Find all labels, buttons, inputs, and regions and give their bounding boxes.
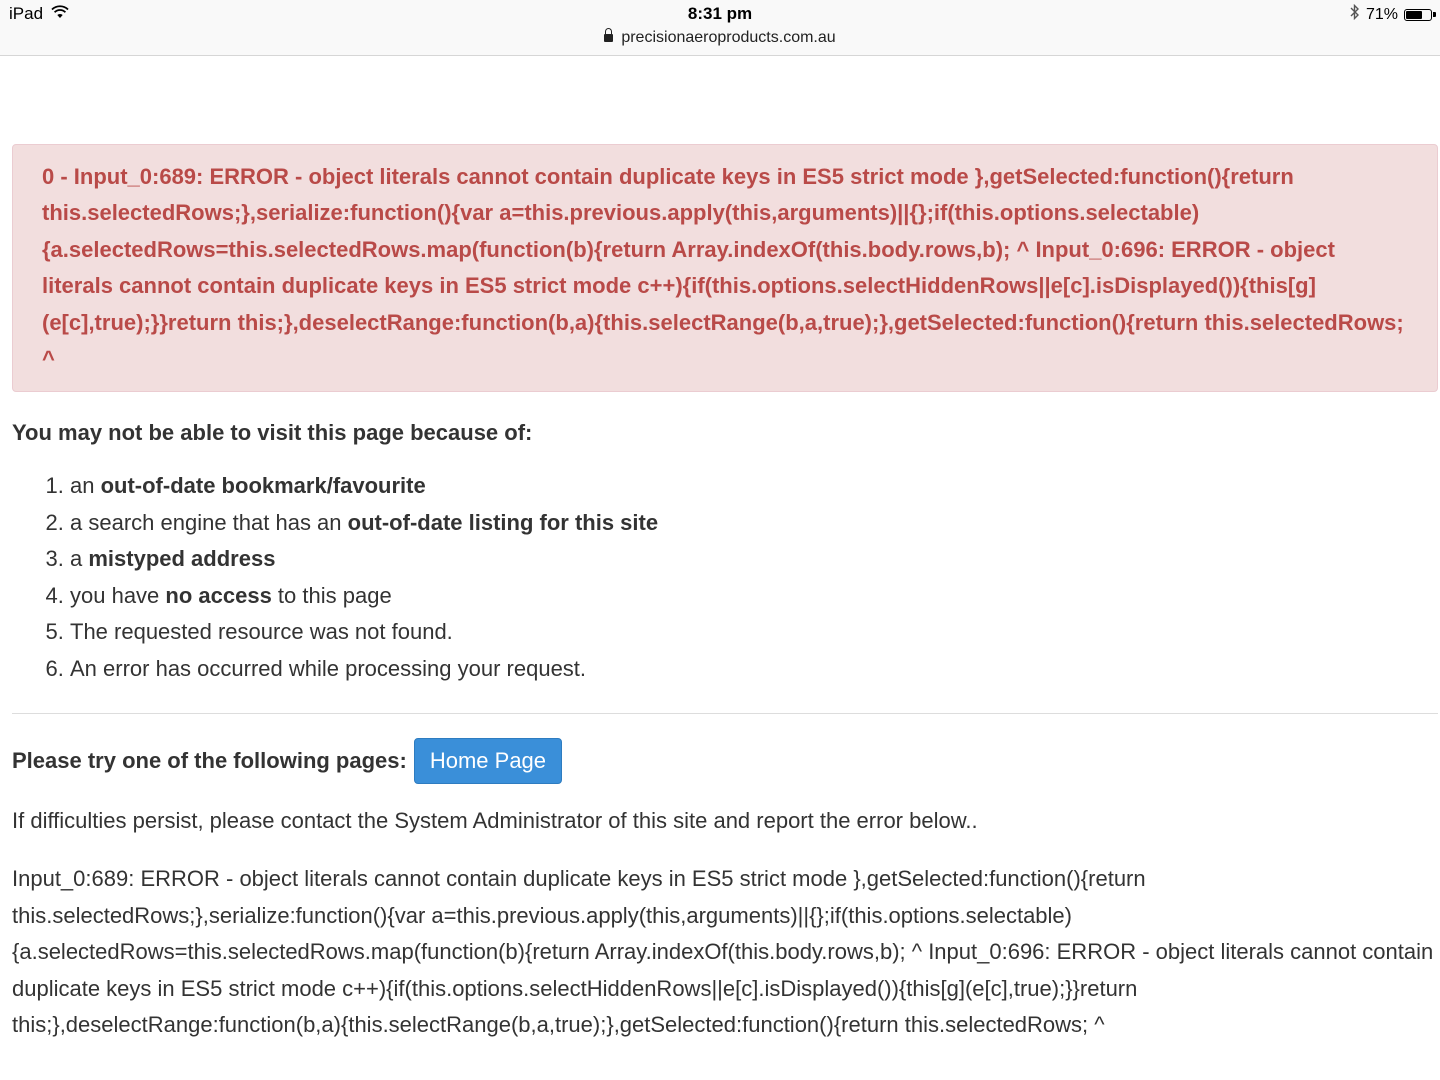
bluetooth-icon	[1350, 4, 1360, 25]
persist-message: If difficulties persist, please contact the System Administrator of this site and report the error below..	[12, 808, 978, 834]
status-right	[1350, 4, 1432, 25]
error-alert: 0 - Input_0:689: ERROR - object literals cannot contain duplicate keys in ES5 strict mode },getSelected:function(){return this.selectedRows;},serialize:function(){var a=this.previous.apply(this,arguments)||{};if(this.options.selectable){a.selectedRows=this.selectedRows.map(function(b){return Array.indexOf(this.body.rows,b); ^ Input_0:696: ERROR - object literals cannot contain duplicate keys in ES5 strict mode c++){if(this.options.selectHiddenRows||e[c].isDisplayed()){this[g](e[c],true);}}return this;},deselectRange:function(b,a){this.selectRange(b,a,true);},getSelected:function(){return this.selectedRows; ^	[12, 144, 1438, 392]
reason-prefix: you have	[70, 582, 166, 608]
reason-suffix: to this page	[271, 582, 392, 608]
ios-status-bar	[0, 0, 1440, 56]
reason-bold: mistyped address	[88, 546, 276, 572]
reason-prefix: An error has occurred while processing your request.	[70, 655, 587, 681]
reason-item	[70, 468, 1438, 505]
reason-item	[70, 541, 1438, 578]
error-detail: Input_0:689: ERROR - object literals cannot contain duplicate keys in ES5 strict mode },getSelected:function(){return this.selectedRows;},serialize:function(){var a=this.previous.apply(this,arguments)||{};if(this.options.selectable){a.selectedRows=this.selectedRows.map(function(b){return Array.indexOf(this.body.rows,b); ^ Input_0:696: ERROR - object literals cannot contain duplicate keys in ES5 strict mode c++){if(this.options.selectHiddenRows||e[c].isDisplayed()){this[g](e[c],true);}}return this;},deselectRange:function(b,a){this.selectRange(b,a,true);},getSelected:function(){return this.selectedRows; ^	[12, 866, 1434, 1038]
battery-percent: 71%	[1365, 5, 1398, 23]
reason-bold: no access	[165, 582, 272, 608]
clock: 8:31 pm	[687, 4, 753, 23]
reason-prefix: a	[70, 546, 89, 572]
try-pages-row	[12, 738, 1438, 784]
reason-prefix: an	[70, 473, 101, 499]
try-pages-label: Please try one of the following pages:	[12, 748, 407, 774]
reason-item	[70, 614, 1438, 651]
reason-bold: out-of-date bookmark/favourite	[100, 473, 426, 499]
reason-item	[70, 651, 1438, 688]
page-content	[12, 144, 1438, 1044]
reason-prefix: The requested resource was not found.	[70, 619, 453, 645]
lock-icon	[604, 34, 613, 42]
reason-bold: out-of-date listing for this site	[347, 509, 659, 535]
reason-prefix: a search engine that has an	[70, 509, 348, 535]
address-bar[interactable]	[0, 29, 1440, 47]
reason-item	[70, 578, 1438, 615]
device-label: iPad	[9, 4, 44, 23]
divider	[12, 713, 1438, 714]
reason-item	[70, 505, 1438, 542]
battery-icon	[1404, 9, 1432, 21]
home-page-button[interactable]: Home Page	[414, 738, 562, 784]
reasons-list	[12, 468, 1438, 687]
reasons-heading: You may not be able to visit this page because of:	[12, 420, 533, 446]
url-text: precisionaeroproducts.com.au	[621, 29, 836, 46]
